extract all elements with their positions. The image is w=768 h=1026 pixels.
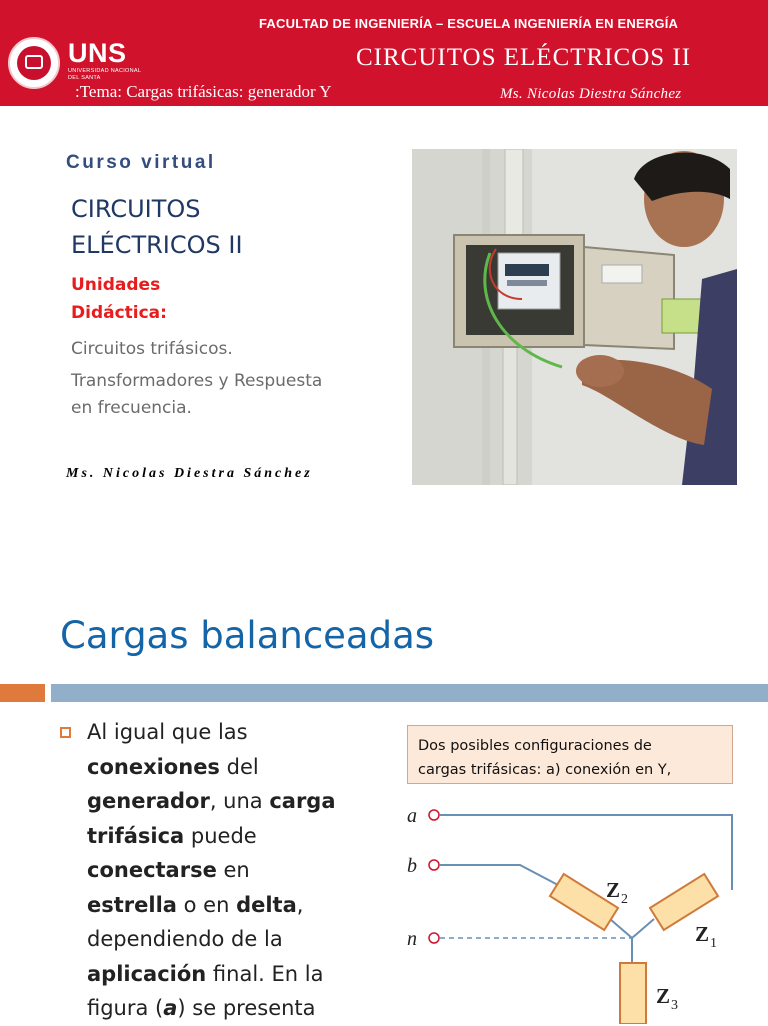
intro-title [71, 191, 391, 263]
para-run: , una [209, 789, 270, 813]
figure-caption-callout [407, 725, 733, 784]
label-z3: Z [656, 984, 671, 1008]
impedance-z3 [620, 963, 646, 1024]
callout-line2: cargas trifásicas: a) conexión en Y, [418, 762, 672, 778]
node-label-n: n [407, 928, 417, 950]
wire-z1-node [632, 919, 654, 938]
para-run: aplicación [87, 961, 207, 986]
bullet-square-icon [60, 727, 71, 738]
intro-author: Ms. Nicolas Diestra Sánchez [66, 466, 313, 481]
topic-label: :Tema: Cargas trifásicas: generador Y [75, 82, 332, 101]
para-run: final [206, 961, 259, 986]
unit-item-1: Circuitos trifásicos. [71, 339, 233, 359]
label-z2-sub: 2 [621, 892, 628, 907]
node-label-a: a [407, 805, 417, 827]
electrician-photo-illustration [412, 149, 737, 485]
terminal-b [429, 860, 439, 870]
electrician-photo [412, 149, 737, 485]
label-z1-sub: 1 [710, 936, 717, 951]
para-run: generador [87, 789, 210, 813]
label-z2: Z [606, 878, 621, 902]
units-line1: Unidades [71, 275, 161, 295]
para-run: ) se presenta [177, 996, 316, 1020]
para-run: en [216, 858, 250, 882]
para-run: estrella [87, 892, 177, 917]
para-run: del [219, 754, 259, 779]
virtual-course-label: Curso virtual [66, 152, 216, 173]
para-run: conexiones [87, 754, 220, 779]
wire-z2-node [610, 919, 632, 938]
slide2-title: Cargas balanceadas [60, 614, 435, 657]
header-author: Ms. Nicolas Diestra Sánchez [500, 86, 682, 102]
unit-item-2: Transformadores y Respuesta [71, 371, 323, 391]
para-run: , [296, 892, 304, 917]
label-z3-sub: 3 [671, 998, 678, 1013]
para-run: conectarse [87, 858, 217, 882]
para-run: delta [236, 892, 297, 917]
intro-title-line2: ELÉCTRICOS II [71, 231, 243, 259]
para-run: carga [269, 789, 336, 813]
para-run: Al igual que las [87, 720, 248, 744]
accent-bar-orange [0, 684, 45, 702]
faculty-heading: FACULTAD DE INGENIERÍA – ESCUELA INGENIERÍA EN ENERGÍA [259, 16, 679, 31]
unit-item-3: en frecuencia. [71, 398, 192, 418]
logo-text: UNS [68, 38, 127, 68]
para-run: dependiendo de la [87, 927, 283, 951]
university-seal-icon [8, 37, 60, 89]
wire-b [440, 865, 558, 885]
label-z1: Z [695, 922, 710, 946]
intro-title-line1: CIRCUITOS [71, 195, 201, 223]
units-heading [71, 271, 371, 327]
accent-bar-blue [51, 684, 768, 702]
units-line2: Didáctica: [71, 303, 167, 323]
node-label-b: b [407, 855, 417, 877]
para-run: a [163, 996, 178, 1020]
logo-subtext: UNIVERSIDAD NACIONAL DEL SANTA [68, 68, 142, 81]
para-run: puede [184, 823, 257, 848]
seal-emblem [17, 46, 51, 80]
para-run: . En la [258, 961, 324, 986]
callout-line1: Dos posibles configuraciones de [418, 738, 652, 754]
wire-a [440, 815, 732, 890]
y-load-circuit-diagram [400, 795, 760, 1024]
terminal-n [429, 933, 439, 943]
para-run: o en [176, 892, 237, 917]
terminal-a [429, 810, 439, 820]
course-title: CIRCUITOS ELÉCTRICOS II [356, 44, 692, 71]
para-run: figura ( [87, 996, 164, 1020]
slide2-paragraph [87, 715, 357, 1026]
para-run: trifásica [87, 823, 185, 848]
